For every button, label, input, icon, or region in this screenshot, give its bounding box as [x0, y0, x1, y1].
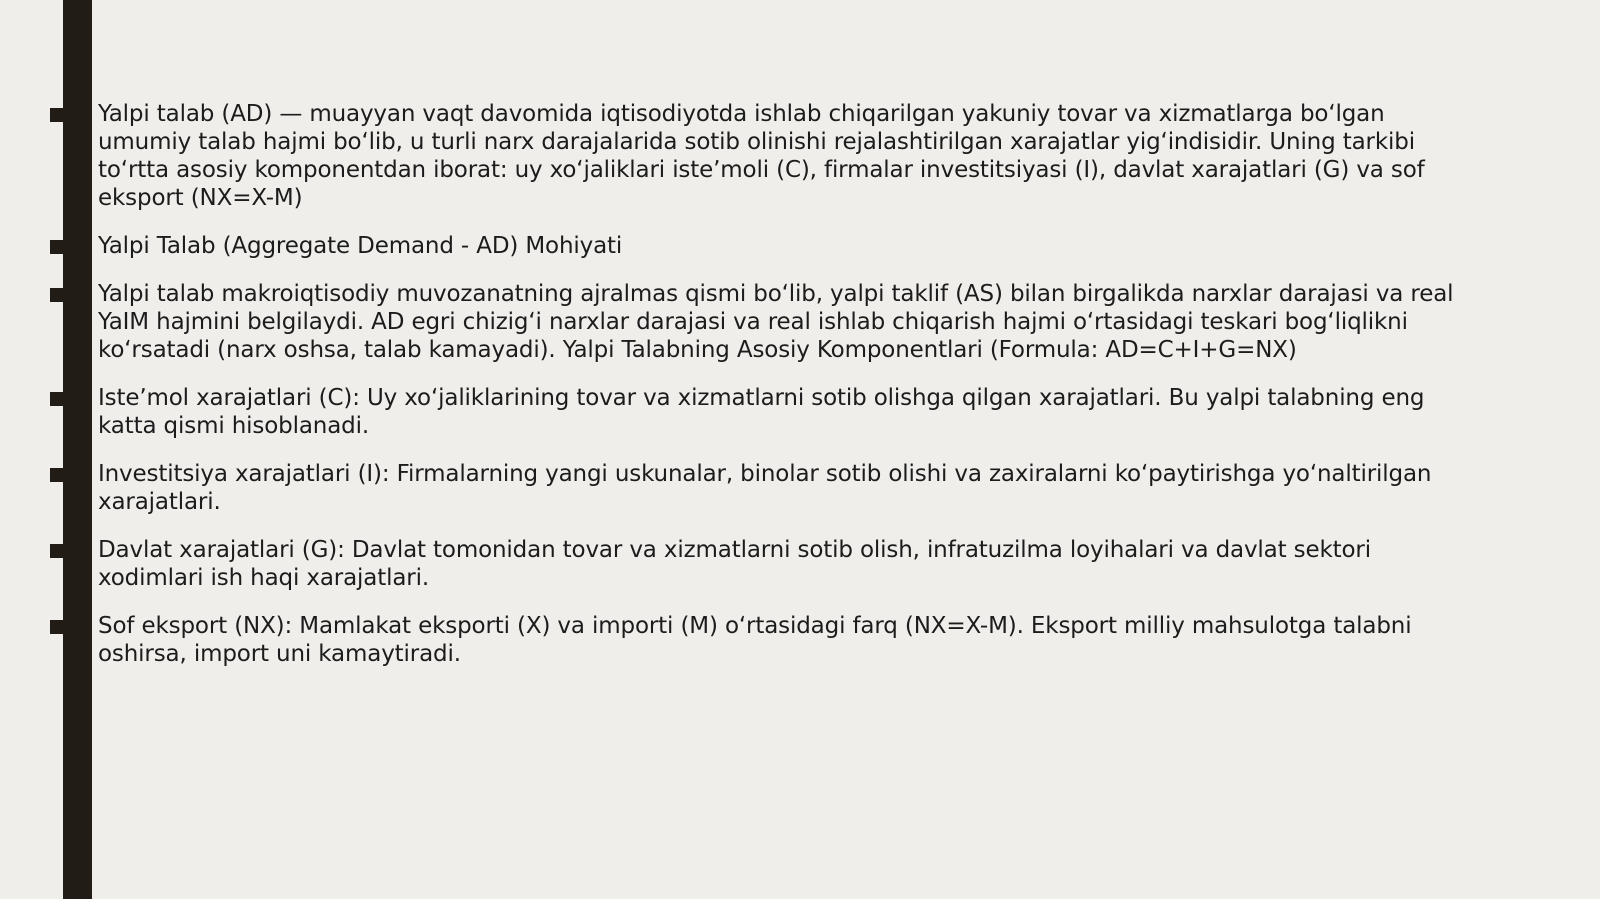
- bullet-text: Davlat xarajatlari (G): Davlat tomonidan tovar va xizmatlarni sotib olish, infratuzilma loyihalari va davlat sektori xodimlari ish haqi xarajatlari.: [98, 537, 1371, 591]
- bullet-text: Yalpi Talab (Aggregate Demand - AD) Mohiyati: [98, 233, 623, 259]
- square-bullet-icon: [50, 108, 64, 122]
- square-bullet-icon: [50, 240, 64, 254]
- bullet-item-essence: [98, 280, 1483, 364]
- square-bullet-icon: [50, 468, 64, 482]
- square-bullet-icon: [50, 544, 64, 558]
- bullet-text: Investitsiya xarajatlari (I): Firmalarning yangi uskunalar, binolar sotib olishi va zaxiralarni koʻpaytirishga yoʻnaltirilgan xarajatlari.: [98, 461, 1432, 515]
- bullet-item-definition: [98, 100, 1483, 212]
- square-bullet-icon: [50, 288, 64, 302]
- bullet-text: Yalpi talab makroiqtisodiy muvozanatning ajralmas qismi boʻlib, yalpi taklif (AS) bilan birgalikda narxlar darajasi va real YaIM hajmini belgilaydi. AD egri chizigʻi narxlar darajasi va real ishlab chiqarish hajmi oʻrtasidagi teskari bogʻliqlikni koʻrsatadi (narx oshsa, talab kamayadi). Yalpi Talabning Asosiy Komponentlari (Formula: AD=C+I+G=NX): [98, 281, 1454, 363]
- bullet-item-net-export: [98, 612, 1483, 668]
- bullet-item-government: [98, 536, 1483, 592]
- content-bullet-list: [98, 100, 1483, 688]
- bullet-item-heading: [98, 232, 1483, 260]
- bullet-text: Isteʼmol xarajatlari (C): Uy xoʻjaliklarining tovar va xizmatlarni sotib olishga qilgan xarajatlari. Bu yalpi talabning eng katta qismi hisoblanadi.: [98, 385, 1425, 439]
- square-bullet-icon: [50, 620, 64, 634]
- bullet-item-investment: [98, 460, 1483, 516]
- square-bullet-icon: [50, 392, 64, 406]
- bullet-text: Sof eksport (NX): Mamlakat eksporti (X) va importi (M) oʻrtasidagi farq (NX=X-M). Eksport milliy mahsulotga talabni oshirsa, import uni kamaytiradi.: [98, 613, 1412, 667]
- left-accent-bar: [63, 0, 92, 899]
- bullet-text: Yalpi talab (AD) — muayyan vaqt davomida iqtisodiyotda ishlab chiqarilgan yakuniy tovar va xizmatlarga boʻlgan umumiy talab hajmi boʻlib, u turli narx darajalarida sotib olinishi rejalashtirilgan xarajatlar yigʻindisidir. Uning tarkibi toʻrtta asosiy komponentdan iborat: uy xoʻjaliklari isteʼmoli (C), firmalar investitsiyasi (I), davlat xarajatlari (G) va sof eksport (NX=X-M): [98, 101, 1425, 211]
- bullet-item-consumption: [98, 384, 1483, 440]
